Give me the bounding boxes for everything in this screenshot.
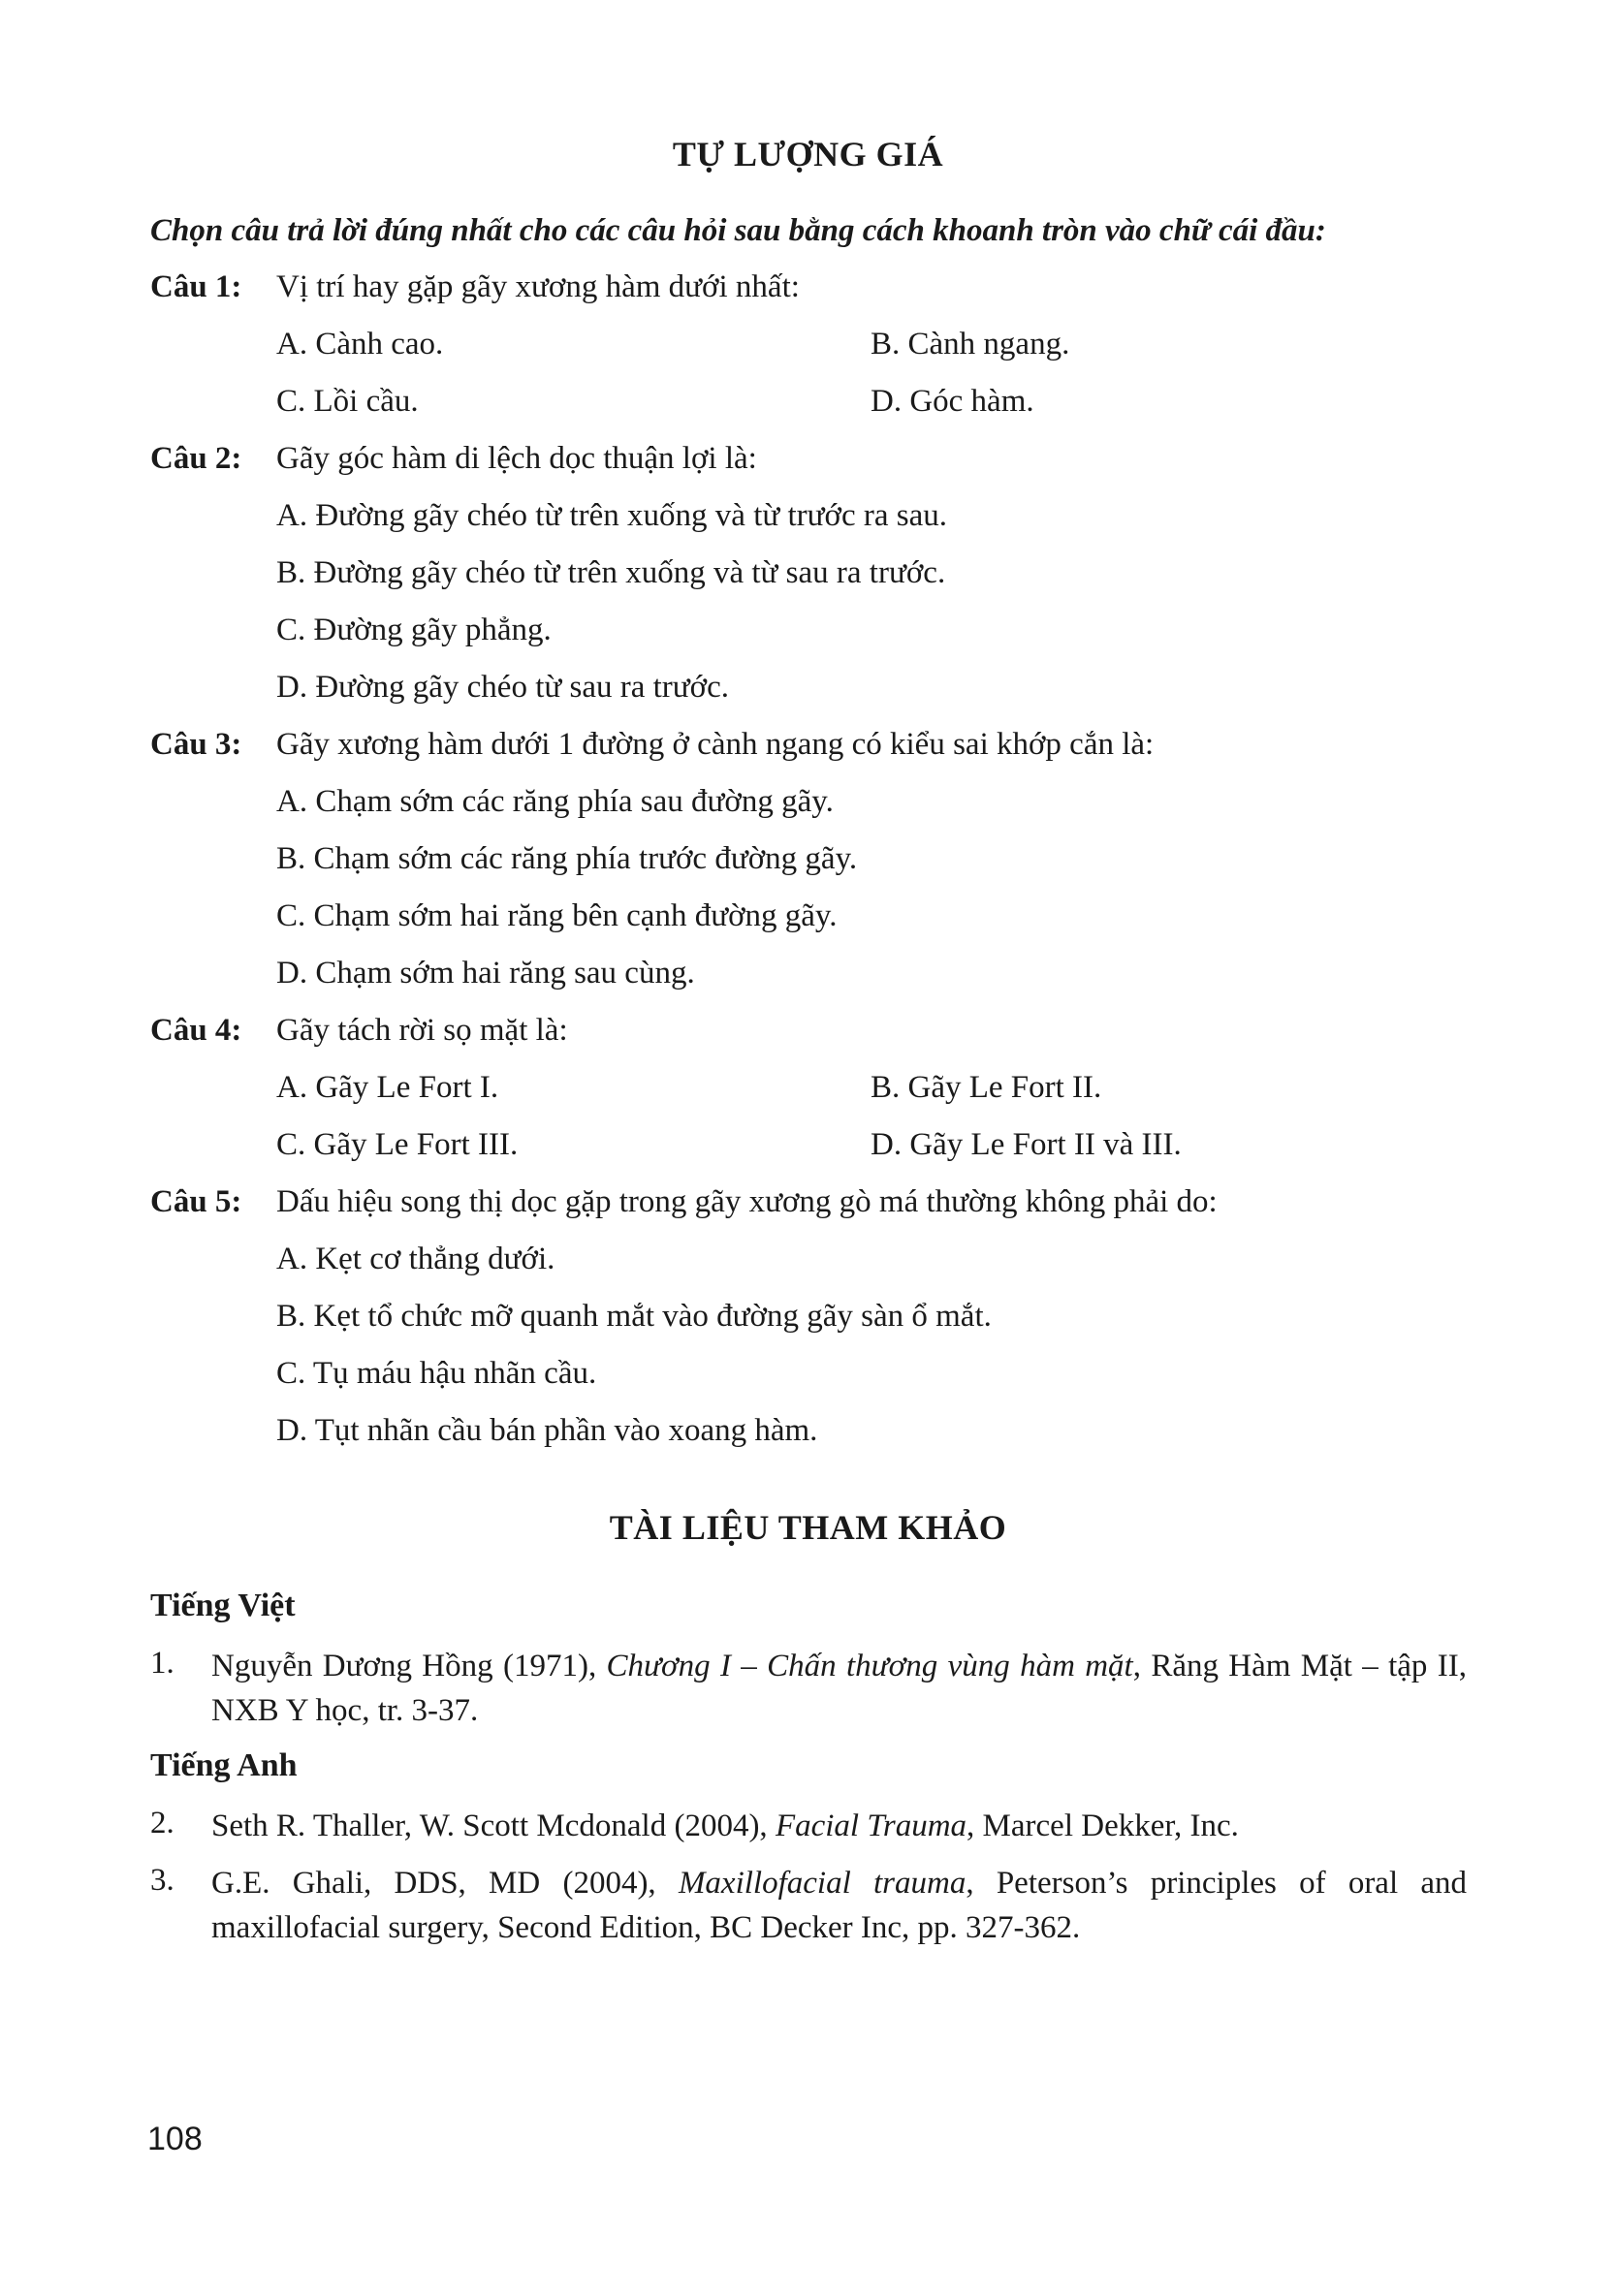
references-subheading-vietnamese: Tiếng Việt <box>150 1588 296 1623</box>
reference-number: 2. <box>150 1806 174 1840</box>
question-label: Câu 2: <box>150 441 242 476</box>
question-text: Gãy tách rời sọ mặt là: <box>276 1013 568 1048</box>
answer-option: D. Góc hàm. <box>871 384 1034 419</box>
question-text: Dấu hiệu song thị dọc gặp trong gãy xương gò má thường không phải do: <box>276 1184 1218 1219</box>
reference-number: 3. <box>150 1863 174 1898</box>
reference-entry: Seth R. Thaller, W. Scott Mcdonald (2004), Facial Trauma, Marcel Dekker, Inc. <box>211 1808 1239 1843</box>
answer-option: B. Đường gãy chéo từ trên xuống và từ sau ra trước. <box>276 555 946 590</box>
answer-option: C. Lồi cầu. <box>276 384 419 419</box>
references-title: TÀI LIỆU THAM KHẢO <box>609 1508 1007 1547</box>
answer-option: C. Tụ máu hậu nhãn cầu. <box>276 1356 597 1391</box>
answer-option: A. Cành cao. <box>276 327 444 362</box>
answer-option: D. Gãy Le Fort II và III. <box>871 1127 1182 1162</box>
question-label: Câu 4: <box>150 1013 242 1048</box>
question-label: Câu 3: <box>150 727 242 762</box>
reference-title: Facial Trauma <box>775 1808 967 1843</box>
references-subheading-english: Tiếng Anh <box>150 1747 298 1783</box>
instruction-text: Chọn câu trả lời đúng nhất cho các câu hỏi sau bằng cách khoanh tròn vào chữ cái đầu: <box>150 213 1326 248</box>
answer-option: B. Kẹt tổ chức mỡ quanh mắt vào đường gãy sàn ổ mắt. <box>276 1299 992 1334</box>
answer-option: A. Kẹt cơ thẳng dưới. <box>276 1242 555 1276</box>
question-text: Gãy góc hàm di lệch dọc thuận lợi là: <box>276 441 757 476</box>
reference-title: Chương I – Chấn thương vùng hàm mặt <box>606 1649 1133 1683</box>
answer-option: D. Chạm sớm hai răng sau cùng. <box>276 956 695 991</box>
answer-option: C. Gãy Le Fort III. <box>276 1127 519 1162</box>
answer-option: D. Tụt nhãn cầu bán phần vào xoang hàm. <box>276 1413 818 1448</box>
answer-option: A. Chạm sớm các răng phía sau đường gãy. <box>276 784 834 819</box>
answer-option: B. Cành ngang. <box>871 327 1070 362</box>
question-label: Câu 1: <box>150 269 242 304</box>
reference-number: 1. <box>150 1646 174 1681</box>
answer-option: B. Gãy Le Fort II. <box>871 1070 1102 1105</box>
answer-option: A. Gãy Le Fort I. <box>276 1070 499 1105</box>
question-text: Vị trí hay gặp gãy xương hàm dưới nhất: <box>276 269 800 304</box>
question-text: Gãy xương hàm dưới 1 đường ở cành ngang có kiểu sai khớp cắn là: <box>276 727 1155 762</box>
answer-option: C. Đường gãy phẳng. <box>276 613 552 647</box>
reference-title: Maxillofacial trauma <box>678 1866 966 1901</box>
reference-entry: G.E. Ghali, DDS, MD (2004), Maxillofacial trauma, Peterson’s principles of oral and maxillofacial surgery, Second Edition, BC Decker Inc, pp. 327-362. <box>211 1866 1468 1945</box>
page-number: 108 <box>147 2121 203 2157</box>
answer-option: A. Đường gãy chéo từ trên xuống và từ trước ra sau. <box>276 498 948 533</box>
answer-option: D. Đường gãy chéo từ sau ra trước. <box>276 670 730 705</box>
section-title: TỰ LƯỢNG GIÁ <box>672 135 944 173</box>
answer-option: C. Chạm sớm hai răng bên cạnh đường gãy. <box>276 898 838 933</box>
answer-option: B. Chạm sớm các răng phía trước đường gãy. <box>276 841 858 876</box>
reference-entry: Nguyễn Dương Hồng (1971), Chương I – Chấn thương vùng hàm mặt, Răng Hàm Mặt – tập II, NXB Y học, tr. 3-37. <box>211 1649 1467 1728</box>
question-label: Câu 5: <box>150 1184 242 1219</box>
